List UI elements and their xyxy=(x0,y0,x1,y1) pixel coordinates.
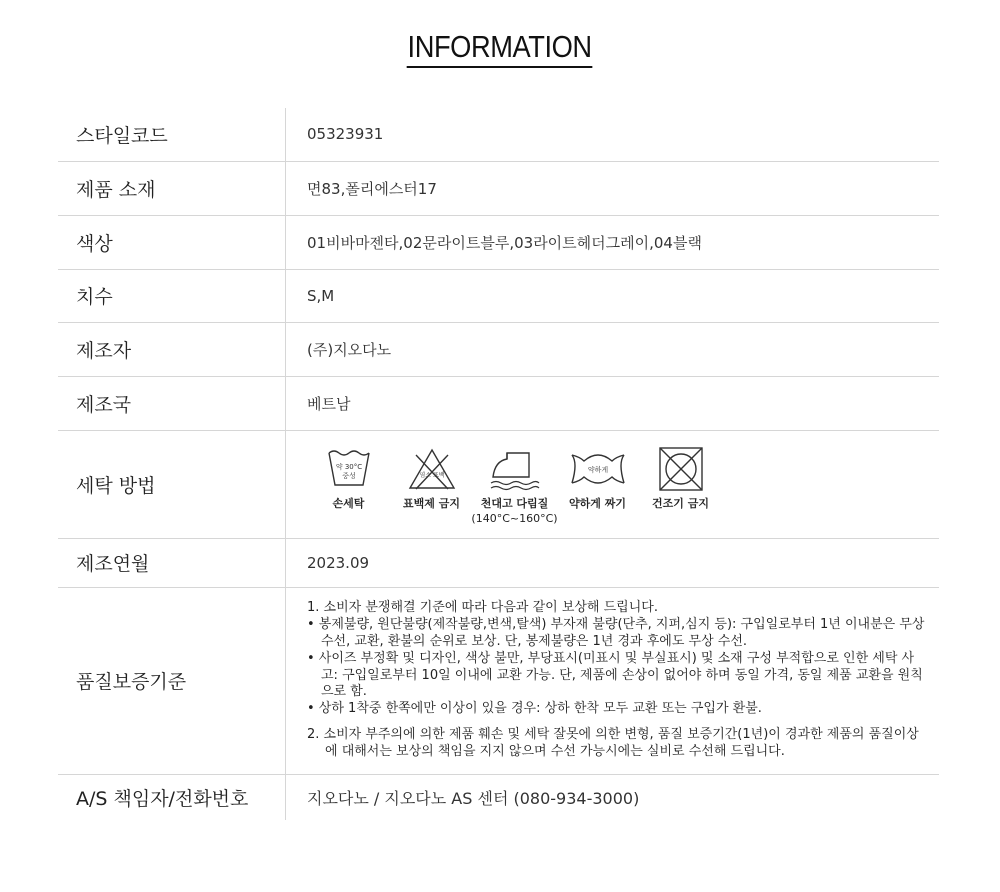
quality-item-2: 2. 소비자 부주의에 의한 제품 훼손 및 세탁 잘못에 의한 변형, 품질 보증기간(1년)이 경과한 제품의 품질이상에 대해서는 보상의 책임을 지지 않으며 수선 가능시에는 실비로 수선해 드립니다. xyxy=(307,726,919,759)
wring-inner: 약하게 xyxy=(587,465,608,474)
quality-bullet-3: • 상하 1착중 한쪽에만 이상이 있을 경우: 상하 한착 모두 교환 또는 구입가 환불. xyxy=(307,701,762,717)
label-date: 제조연월 xyxy=(58,538,286,587)
label-as-contact: A/S 책임자/전화번호 xyxy=(58,774,286,820)
quality-bullet-1: • 봉제불량, 원단불량(제작불량,변색,탈색) 부자재 불량(단추, 지퍼,심지 등): 구입일로부터 1년 이내분은 무상수선, 교환, 환불의 순위로 보상. 단, 봉제불량은 1년 경과 후에도 무상 수선. xyxy=(307,617,925,649)
label-size: 치수 xyxy=(58,269,286,322)
page-title: INFORMATION xyxy=(407,30,593,68)
label-material: 제품 소재 xyxy=(58,161,286,215)
laundry-no-dryer xyxy=(639,447,722,511)
label-country: 제조국 xyxy=(58,376,286,430)
caption-iron-main: 천대고 다림질 xyxy=(480,496,549,510)
caption-no-dryer: 건조기 금지 xyxy=(652,496,709,510)
caption-hand-wash: 손세탁 xyxy=(332,496,365,510)
label-color: 색상 xyxy=(58,215,286,269)
row-size xyxy=(58,269,939,322)
laundry-no-bleach xyxy=(390,447,473,511)
laundry-wring xyxy=(556,447,639,511)
row-as-contact xyxy=(58,774,939,820)
row-date xyxy=(58,538,939,587)
row-color xyxy=(58,215,939,269)
value-washing xyxy=(286,430,940,538)
laundry-hand-wash xyxy=(307,447,390,511)
product-info-table xyxy=(58,108,939,820)
value-manufacturer: (주)지오다노 xyxy=(286,322,940,376)
quality-bullet-2: • 사이즈 부정확 및 디자인, 색상 불만, 부당표시(미표시 및 부실표시) 및 소재 구성 부적합으로 인한 세탁 사고: 구입일로부터 10일 이내에 교환 가능. 단, 제품에 손상이 없어야 하며 동일 가격, 동일 제품 교환을 원칙으로 함. xyxy=(307,650,923,700)
row-quality xyxy=(58,587,939,774)
quality-spacer xyxy=(307,718,927,727)
no-bleach-inner: 염소 표백 xyxy=(418,471,445,479)
value-material: 면83,폴리에스터17 xyxy=(286,161,940,215)
value-color: 01비바마젠타,02문라이트블루,03라이트헤더그레이,04블랙 xyxy=(286,215,940,269)
no-bleach-icon xyxy=(407,447,457,491)
no-tumble-dry-icon xyxy=(658,447,704,491)
caption-no-bleach: 표백제 금지 xyxy=(403,496,460,510)
hand-wash-icon xyxy=(326,447,372,491)
caption-iron xyxy=(471,496,557,526)
value-style-code: 05323931 xyxy=(286,108,940,161)
label-style-code: 스타일코드 xyxy=(58,108,286,161)
quality-text xyxy=(307,600,927,760)
gentle-wring-icon xyxy=(568,447,628,491)
row-manufacturer xyxy=(58,322,939,376)
row-style-code xyxy=(58,108,939,161)
row-country xyxy=(58,376,939,430)
value-size: S,M xyxy=(286,269,940,322)
row-material xyxy=(58,161,939,215)
caption-iron-temp: (140°C~160°C) xyxy=(471,511,558,525)
label-manufacturer: 제조자 xyxy=(58,322,286,376)
value-country: 베트남 xyxy=(286,376,940,430)
laundry-symbols xyxy=(307,443,939,526)
caption-wring: 약하게 짜기 xyxy=(569,496,626,510)
value-as-contact: 지오다노 / 지오다노 AS 센터 (080-934-3000) xyxy=(307,788,640,808)
title-wrap xyxy=(0,30,1000,68)
label-quality: 품질보증기준 xyxy=(58,587,286,774)
hand-wash-detergent: 중성 xyxy=(341,471,356,480)
iron-low-icon xyxy=(487,447,543,491)
quality-item-1: 1. 소비자 분쟁해결 기준에 따라 다음과 같이 보상해 드립니다. xyxy=(307,600,658,616)
value-date: 2023.09 xyxy=(286,538,940,587)
label-washing: 세탁 방법 xyxy=(58,430,286,538)
laundry-iron xyxy=(473,447,556,526)
value-quality xyxy=(286,587,940,774)
row-washing xyxy=(58,430,939,538)
hand-wash-temp: 약 30°C xyxy=(335,462,362,471)
